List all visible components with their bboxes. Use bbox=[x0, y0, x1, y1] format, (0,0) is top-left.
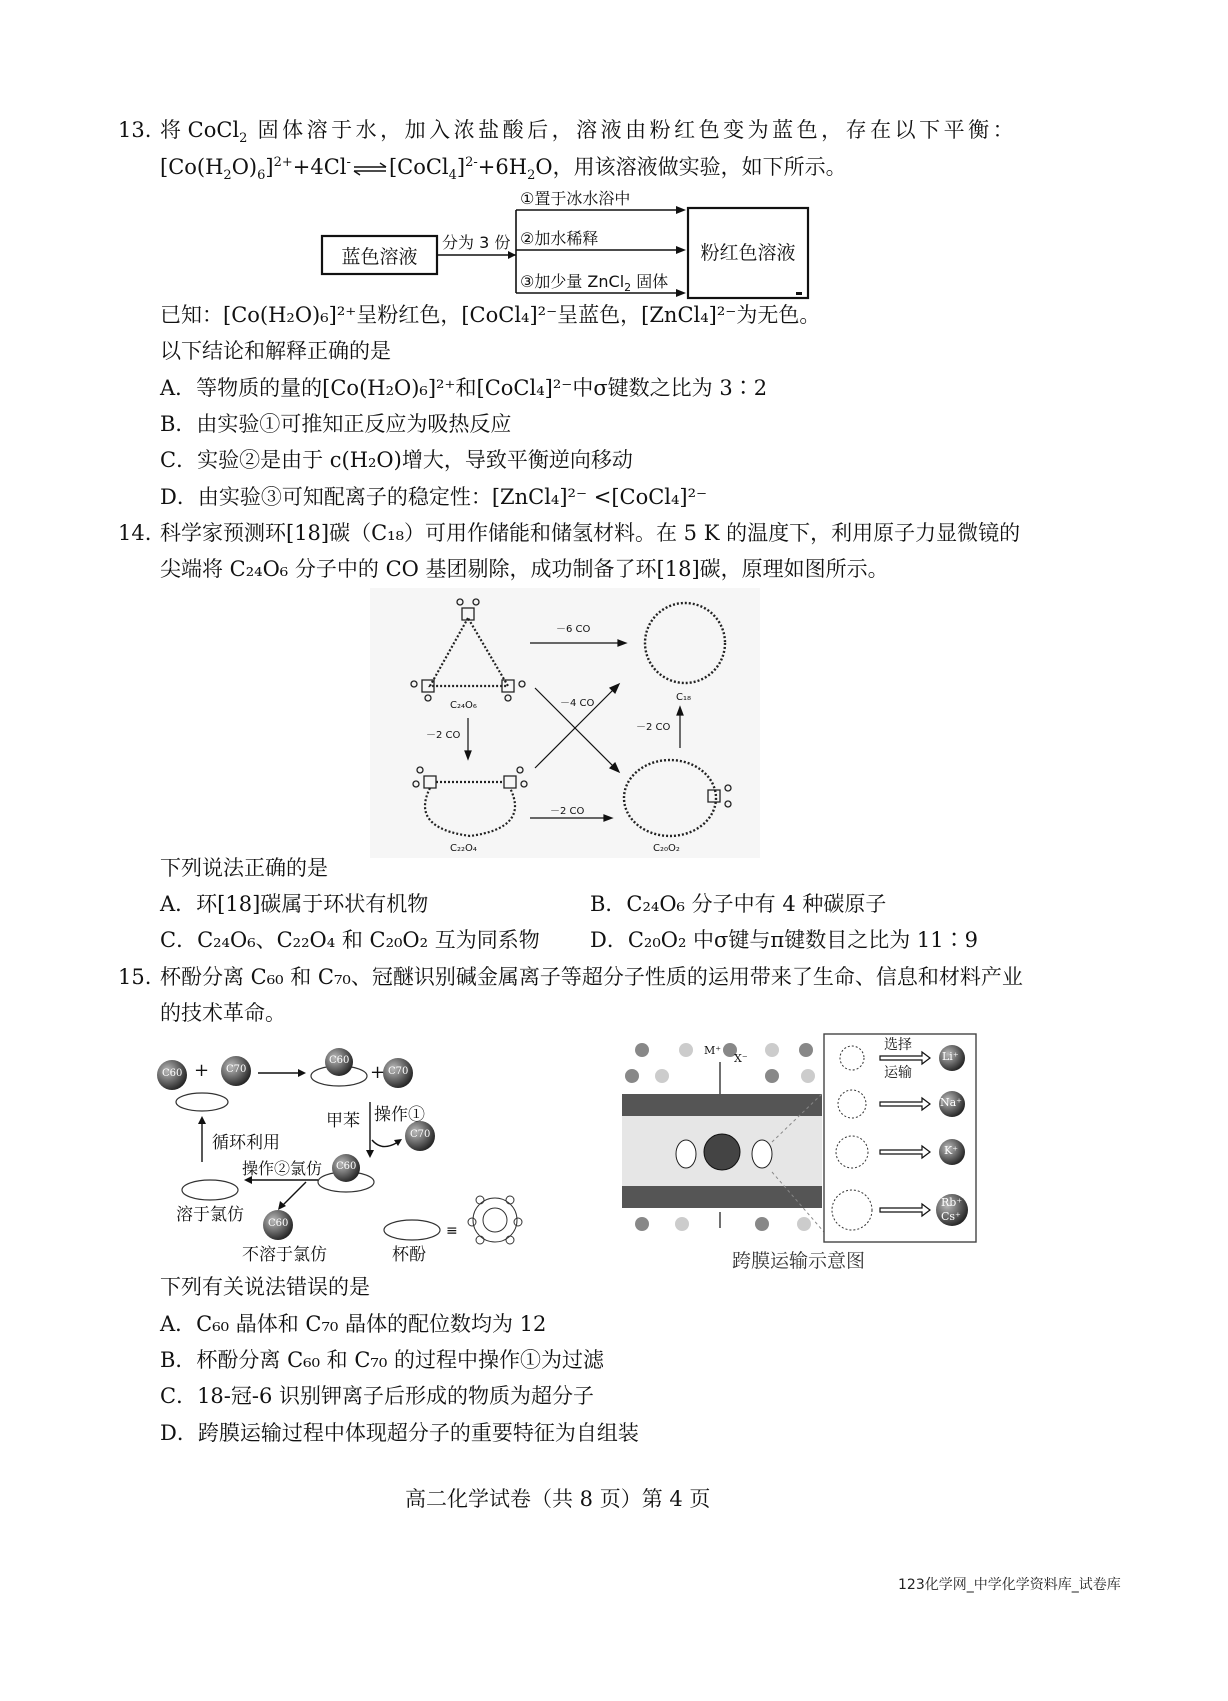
rb-ion-label: Rb⁺ bbox=[941, 1196, 963, 1209]
question-14-number: 14. bbox=[118, 521, 152, 545]
step1-label: ①置于冰水浴中 bbox=[520, 189, 631, 208]
dissolved-label: 溶于氯仿 bbox=[176, 1205, 244, 1225]
q15-stem: 下列有关说法错误的是 bbox=[160, 1275, 370, 1299]
q15-option-c: C．18-冠-6 识别钾离子后形成的物质为超分子 bbox=[160, 1384, 595, 1408]
transmembrane-transport-diagram bbox=[612, 1032, 982, 1277]
page-footer: 高二化学试卷（共 8 页）第 4 页 bbox=[405, 1487, 711, 1511]
c18-label: C₁₈ bbox=[676, 692, 691, 703]
recycle-label: 循环利用 bbox=[212, 1133, 280, 1153]
q13-option-c: C．实验②是由于 c(H₂O)增大，导致平衡逆向移动 bbox=[160, 448, 633, 472]
equilibrium-arrow-icon bbox=[352, 162, 388, 176]
na-ion-label: Na⁺ bbox=[940, 1096, 962, 1109]
q14-line1: 科学家预测环[18]碳（C₁₈）可用作储能和储氢材料。在 5 K 的温度下，利用原子力显微镜的 bbox=[160, 521, 1021, 545]
insoluble-label: 不溶于氯仿 bbox=[242, 1245, 327, 1265]
q13-equilibrium-equation: $[Co(H_2O)_6]^{2+}+4Cl^-$ $[CoCl_4]^{2-}+6H_2O$，用该溶液做实验，如下所示。 bbox=[160, 155, 847, 184]
q13-known: 已知：[Co(H₂O)₆]²⁺呈粉红色，[CoCl₄]²⁻呈蓝色，[ZnCl₄]²⁻为无色。 bbox=[160, 303, 821, 327]
blue-solution-box: 蓝色溶液 bbox=[341, 246, 418, 268]
c70-ball-label: C70 bbox=[226, 1064, 247, 1075]
q14-option-d: D．C₂₀O₂ 中σ键与π键数目之比为 11∶9 bbox=[590, 928, 978, 952]
c60-ball-label: C60 bbox=[268, 1218, 289, 1229]
q13-option-a: A．等物质的量的[Co(H₂O)₆]²⁺和[CoCl₄]²⁻中σ键数之比为 3∶2 bbox=[160, 376, 768, 400]
calixarene-structure-icon bbox=[468, 1196, 522, 1244]
q13-option-d: D．由实验③可知配离子的稳定性：[ZnCl₄]²⁻ <[CoCl₄]²⁻ bbox=[160, 485, 708, 509]
li-ion-label: Li⁺ bbox=[942, 1050, 959, 1063]
calixarene-separation-diagram bbox=[150, 1040, 530, 1265]
q15-line2: 的技术革命。 bbox=[160, 1001, 286, 1025]
c60-ball-label: C60 bbox=[336, 1161, 357, 1172]
op2-label: 操作②氯仿 bbox=[242, 1159, 323, 1178]
bottom-arrow-label: －2 CO bbox=[550, 806, 585, 817]
question-15-number: 15. bbox=[118, 965, 152, 989]
toluene-label: 甲苯 bbox=[326, 1111, 360, 1131]
calixarene-label: 杯酚 bbox=[392, 1245, 426, 1265]
select-label: 选择 bbox=[884, 1037, 912, 1053]
q14-stem: 下列说法正确的是 bbox=[160, 856, 328, 880]
op1-label: 操作① bbox=[374, 1105, 425, 1125]
q13-experiment-diagram bbox=[318, 190, 818, 305]
question-13-number: 13. bbox=[118, 118, 152, 142]
top-arrow-label: －6 CO bbox=[556, 624, 591, 635]
c70-ball-label: C70 bbox=[388, 1066, 409, 1077]
fullerene-carrier-icon bbox=[704, 1134, 740, 1170]
cross-arrow-label: －4 CO bbox=[560, 698, 595, 709]
q15-option-a: A．C₆₀ 晶体和 C₇₀ 晶体的配位数均为 12 bbox=[160, 1312, 547, 1336]
q15-option-d: D．跨膜运输过程中体现超分子的重要特征为自组装 bbox=[160, 1421, 639, 1445]
q14-option-c: C．C₂₄O₆、C₂₂O₄ 和 C₂₀O₂ 互为同系物 bbox=[160, 928, 540, 952]
k-ion-label: K⁺ bbox=[944, 1144, 959, 1157]
watermark: 123化学网_中学化学资料库_试卷库 bbox=[898, 1577, 1121, 1593]
c60-ball-label: C60 bbox=[329, 1055, 350, 1066]
left-arrow-label: －2 CO bbox=[426, 730, 461, 741]
q15-line1: 杯酚分离 C₆₀ 和 C₇₀、冠醚识别碱金属离子等超分子性质的运用带来了生命、信息和材料产业 bbox=[160, 965, 1023, 989]
transport-caption: 跨膜运输示意图 bbox=[732, 1250, 866, 1272]
c70-ball-label: C70 bbox=[410, 1129, 431, 1140]
q13-line1: 将 CoCl$_2$ 固体溶于水，加入浓盐酸后，溶液由粉红色变为蓝色，存在以下平衡： bbox=[160, 118, 1018, 147]
step2-label: ②加水稀释 bbox=[520, 229, 599, 248]
q14-option-a: A．环[18]碳属于环状有机物 bbox=[160, 892, 429, 916]
q15-option-b: B．杯酚分离 C₆₀ 和 C₇₀ 的过程中操作①为过滤 bbox=[160, 1348, 604, 1372]
c22o4-label: C₂₂O₄ bbox=[450, 843, 477, 854]
q13-stem: 以下结论和解释正确的是 bbox=[160, 339, 391, 363]
q14-option-b: B．C₂₄O₆ 分子中有 4 种碳原子 bbox=[590, 892, 887, 916]
q14-reaction-diagram bbox=[370, 588, 760, 858]
right-arrow-label: －2 CO bbox=[636, 722, 671, 733]
q13-option-b: B．由实验①可推知正反应为吸热反应 bbox=[160, 412, 512, 436]
q14-line2: 尖端将 C₂₄O₆ 分子中的 CO 基团剔除，成功制备了环[18]碳，原理如图所示。 bbox=[160, 557, 889, 581]
c60-ball-label: C60 bbox=[162, 1068, 183, 1079]
c24o6-label: C₂₄O₆ bbox=[450, 700, 477, 711]
split-label: 分为 3 份 bbox=[442, 233, 511, 252]
cs-ion-label: Cs⁺ bbox=[941, 1210, 961, 1223]
pink-solution-box: 粉红色溶液 bbox=[700, 242, 796, 264]
svg-text:≡: ≡ bbox=[446, 1223, 458, 1239]
step3-label: ③加少量 ZnCl$_2$ 固体 bbox=[520, 272, 669, 295]
m-ion-label: M⁺ bbox=[704, 1044, 722, 1057]
c20o2-label: C₂₀O₂ bbox=[653, 843, 680, 854]
transport-label: 运输 bbox=[884, 1065, 912, 1081]
x-ion-label: X⁻ bbox=[734, 1052, 748, 1065]
plus-sign: + bbox=[370, 1062, 386, 1083]
plus-sign: + bbox=[194, 1060, 210, 1081]
